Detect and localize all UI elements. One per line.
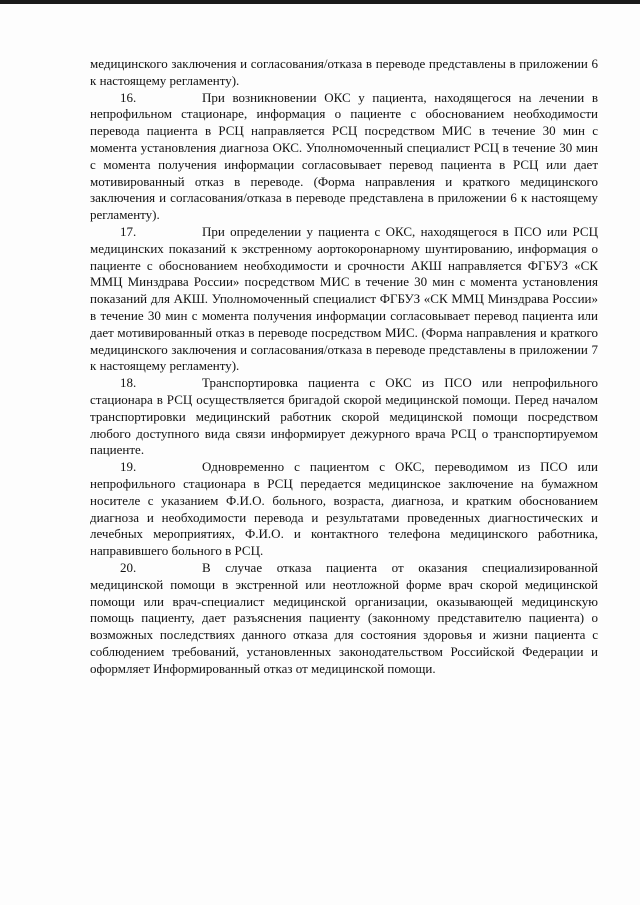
paragraph-20 [90,560,598,678]
paragraph-number: 20. [120,559,137,575]
document-body [90,56,598,677]
paragraph-text: В случае отказа пациента от оказания специализированной медицинской помощи в экстренной или неотложной форме врач скорой медицинской помощи или врач-специалист медицинской организации, оказывающей медицинскую помощь пациенту, дает разъяснения пациенту (законному представителю пациента) о возможных последствиях данного отказа для состояния здоровья и жизни пациента с соблюдением требований, установленных законодательством Российской Федерации и оформляет Информированный отказ от медицинской помощи. [90,559,598,676]
paragraph-text: При возникновении ОКС у пациента, находящегося на лечении в непрофильном стационаре, информация о пациенте с обоснованием необходимости перевода пациента в РСЦ направляется РСЦ посредством МИС в течение 30 мин с момента установления диагноза ОКС. Уполномоченный специалист РСЦ в течение 30 мин с момента получения информации согласовывает перевод пациента в РСЦ или дает мотивированный отказ в переводе. (Форма направления и краткого медицинского заключения и согласования/отказа в переводе представлена в приложении 6 к настоящему регламенту). [90,89,598,223]
paragraph-text: Транспортировка пациента с ОКС из ПСО или непрофильного стационара в РСЦ осуществляется бригадой скорой медицинской помощи. Перед началом транспортировки медицинский работник скорой медицинской помощи посредством любого доступного вида связи информирует дежурного врача РСЦ о транспортируемом пациенте. [90,375,598,458]
continuation-paragraph: медицинского заключения и согласования/отказа в переводе представлены в приложении 6 к настоящему регламенту). [90,56,598,88]
paragraph-18 [90,375,598,459]
paragraph-text: При определении у пациента с ОКС, находящегося в ПСО или РСЦ медицинских показаний к экстренному аортокоронарному шунтированию, информация о пациенте с обоснованием необходимости и срочности АКШ направляется ФГБУЗ «СК ММЦ Минздрава России» посредством МИС в течение 30 мин с момента установления показаний для АКШ. Уполномоченный специалист ФГБУЗ «СК ММЦ Минздрава России» в течение 30 мин с момента получения информации согласовывает перевод пациента или дает мотивированный отказ в переводе посредством МИС. (Форма направления и краткого медицинского заключения и согласования/отказа в переводе представлены в приложении 7 к настоящему регламенту). [90,223,598,374]
paragraph-number: 19. [120,459,137,475]
paragraph-number: 18. [120,375,137,391]
paragraph-number: 16. [120,89,137,105]
paragraph-text: Одновременно с пациентом с ОКС, переводимом из ПСО или непрофильного стационара в РСЦ передается медицинское заключение на бумажном носителе с указанием Ф.И.О. больного, возраста, диагноза, и кратким обоснованием диагноза и необходимости перевода и результатами проведенных диагностических и лечебных мероприятиях, Ф.И.О. и контактного телефона медицинского работника, направившего больного в РСЦ. [90,459,598,559]
paragraph-number: 17. [120,223,137,239]
paragraph-17 [90,224,598,375]
scan-top-edge [0,0,640,4]
paragraph-19 [90,459,598,560]
paragraph-16 [90,90,598,224]
